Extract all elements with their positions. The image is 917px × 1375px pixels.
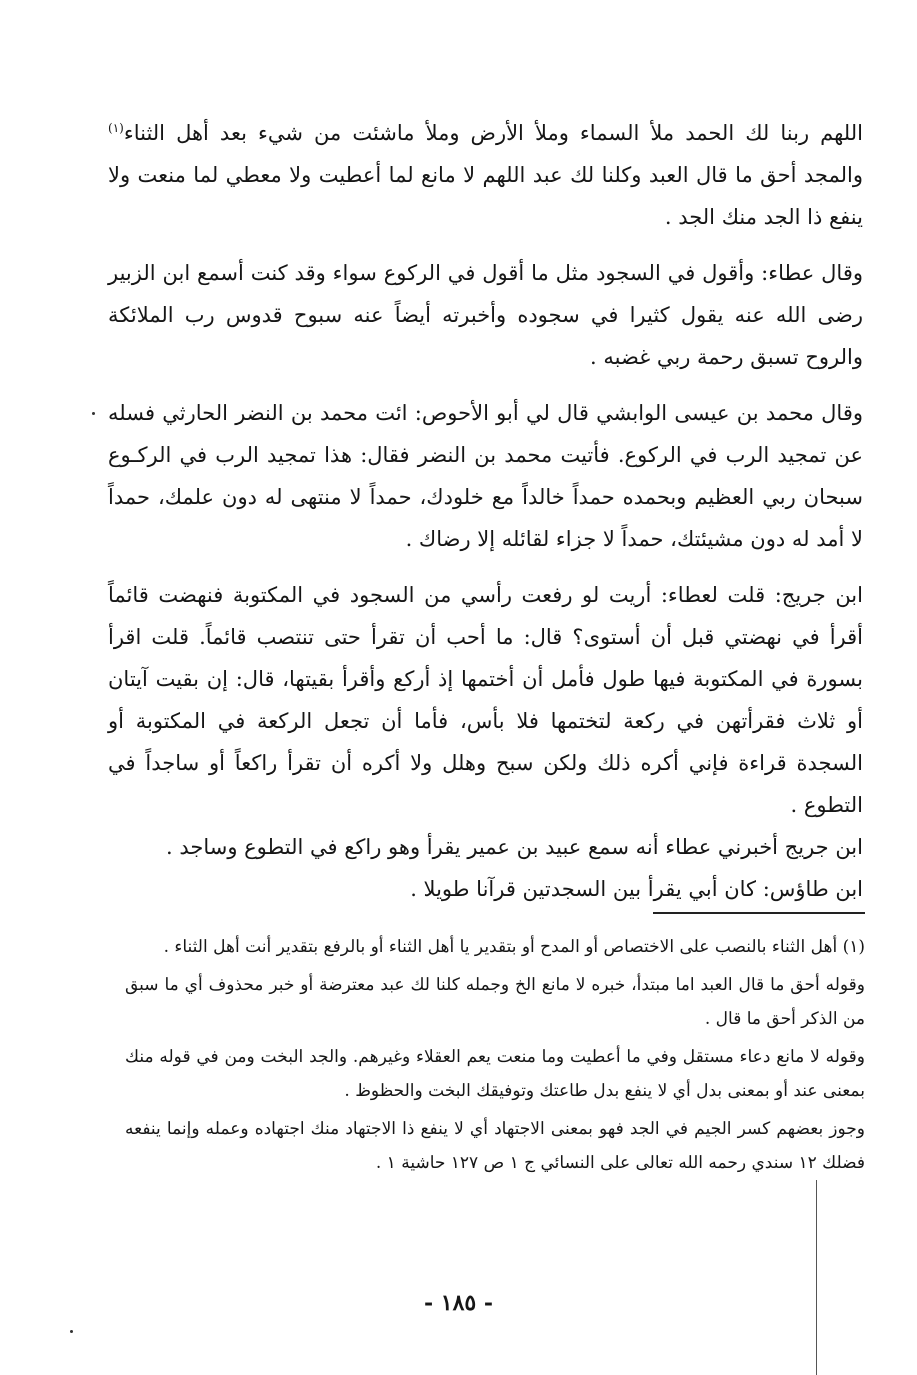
- footnotes: [125, 930, 865, 1184]
- paragraph-1-continuation: والمجد أحق ما قال العبد وكلنا لك عبد اللهم لا مانع لما أعطيت ولا معطي لما منعت ولا ينفع ذا الجد منك الجد .: [108, 163, 863, 229]
- footnote-3: وقوله لا مانع دعاء مستقل وفي ما أعطيت وما منعت يعم العقلاء وغيرهم. والجد البخت ومن في قوله منك بمعنى عند أو بمعنى بدل أي لا ينفع بدل طاعتك وتوفيقك البخت والحظوظ .: [125, 1047, 865, 1101]
- footnote-1: (١) أهل الثناء بالنصب على الاختصاص أو المدح أو بتقدير يا أهل الثناء أو بالرفع بتقدير أنت أهل الثناء .: [163, 937, 865, 957]
- paragraph-3: وقال محمد بن عيسى الوابشي قال لي أبو الأحوص: ائت محمد بن النضر الحارثي فسله عن تمجيد الرب في الركوع. فأتيت محمد بن النضر فقال: هذا تمجيد الرب في الركـوع سبحان ربي العظيم وبحمده حمداً خالداً مع خلودك، حمداً لا منتهى له دون علمك، حمداً لا أمد له دون مشيئتك، حمداً لا جزاء لقائله إلا رضاك .: [108, 401, 863, 551]
- scan-margin-line: [816, 1180, 817, 1375]
- scan-speck: [92, 412, 95, 415]
- page-number: - ١٨٥ -: [423, 1290, 494, 1316]
- paragraph-4: ابن جريج: قلت لعطاء: أريت لو رفعت رأسي من السجود في المكتوبة فنهضت قائماً أقرأ في نهضتي قبل أن أستوى؟ قال: ما أحب أن تقرأ حتى تنتصب قائماً. قلت اقرأ بسورة في المكتوبة فيها طول فأمل أن أختمها إذ أركع وأقرأ بقيتها، قال: إن بقيت آيتان أو ثلاث فقرأتهن في ركعة لتختمها فلا بأس، فأما أن تجعل الركعة في المكتوبة أو السجدة قراءة فإني أكره ذلك ولكن سبح وهلل ولا أكره أن تقرأ راكعاً أو ساجداً في التطوع .: [108, 583, 863, 817]
- main-text: [108, 112, 863, 910]
- footnote-2: وقوله أحق ما قال العبد اما مبتدأ، خبره لا مانع الخ وجمله كلنا لك عبد معترضة أو خبر محذوف أي ما سبق من الذكر أحق ما قال .: [125, 975, 865, 1029]
- footnote-4: وجوز بعضهم كسر الجيم في الجد فهو بمعنى الاجتهاد أي لا ينفع ذا الاجتهاد منك اجتهاده وعمله وإنما ينفعه فضلك ١٢ سندي رحمه الله تعالى على النسائي ج ١ ص ١٢٧ حاشية ١ .: [125, 1119, 865, 1173]
- scan-speck: [70, 1330, 73, 1333]
- paragraph-5: ابن جريج أخبرني عطاء أنه سمع عبيد بن عمير يقرأ وهو راكع في التطوع وساجد .: [165, 835, 863, 859]
- paragraph-6: ابن طاؤس: كان أبي يقرأ بين السجدتين قرآنا طويلا .: [410, 877, 863, 901]
- footnote-separator: [653, 912, 865, 914]
- paragraph-1: [108, 112, 863, 238]
- paragraph-1-text: اللهم ربنا لك الحمد ملأ السماء وملأ الأرض وملأ ماشئت من شيء بعد أهل الثناء: [123, 121, 863, 145]
- paragraph-2: وقال عطاء: وأقول في السجود مثل ما أقول في الركوع سواء وقد كنت أسمع ابن الزبير رضى الله عنه يقول كثيرا في سجوده وأخبرته أيضاً عنه سبوح قدوس رب الملائكة والروح تسبق رحمة ربي غضبه .: [108, 261, 863, 369]
- footnote-marker: (١): [108, 121, 124, 135]
